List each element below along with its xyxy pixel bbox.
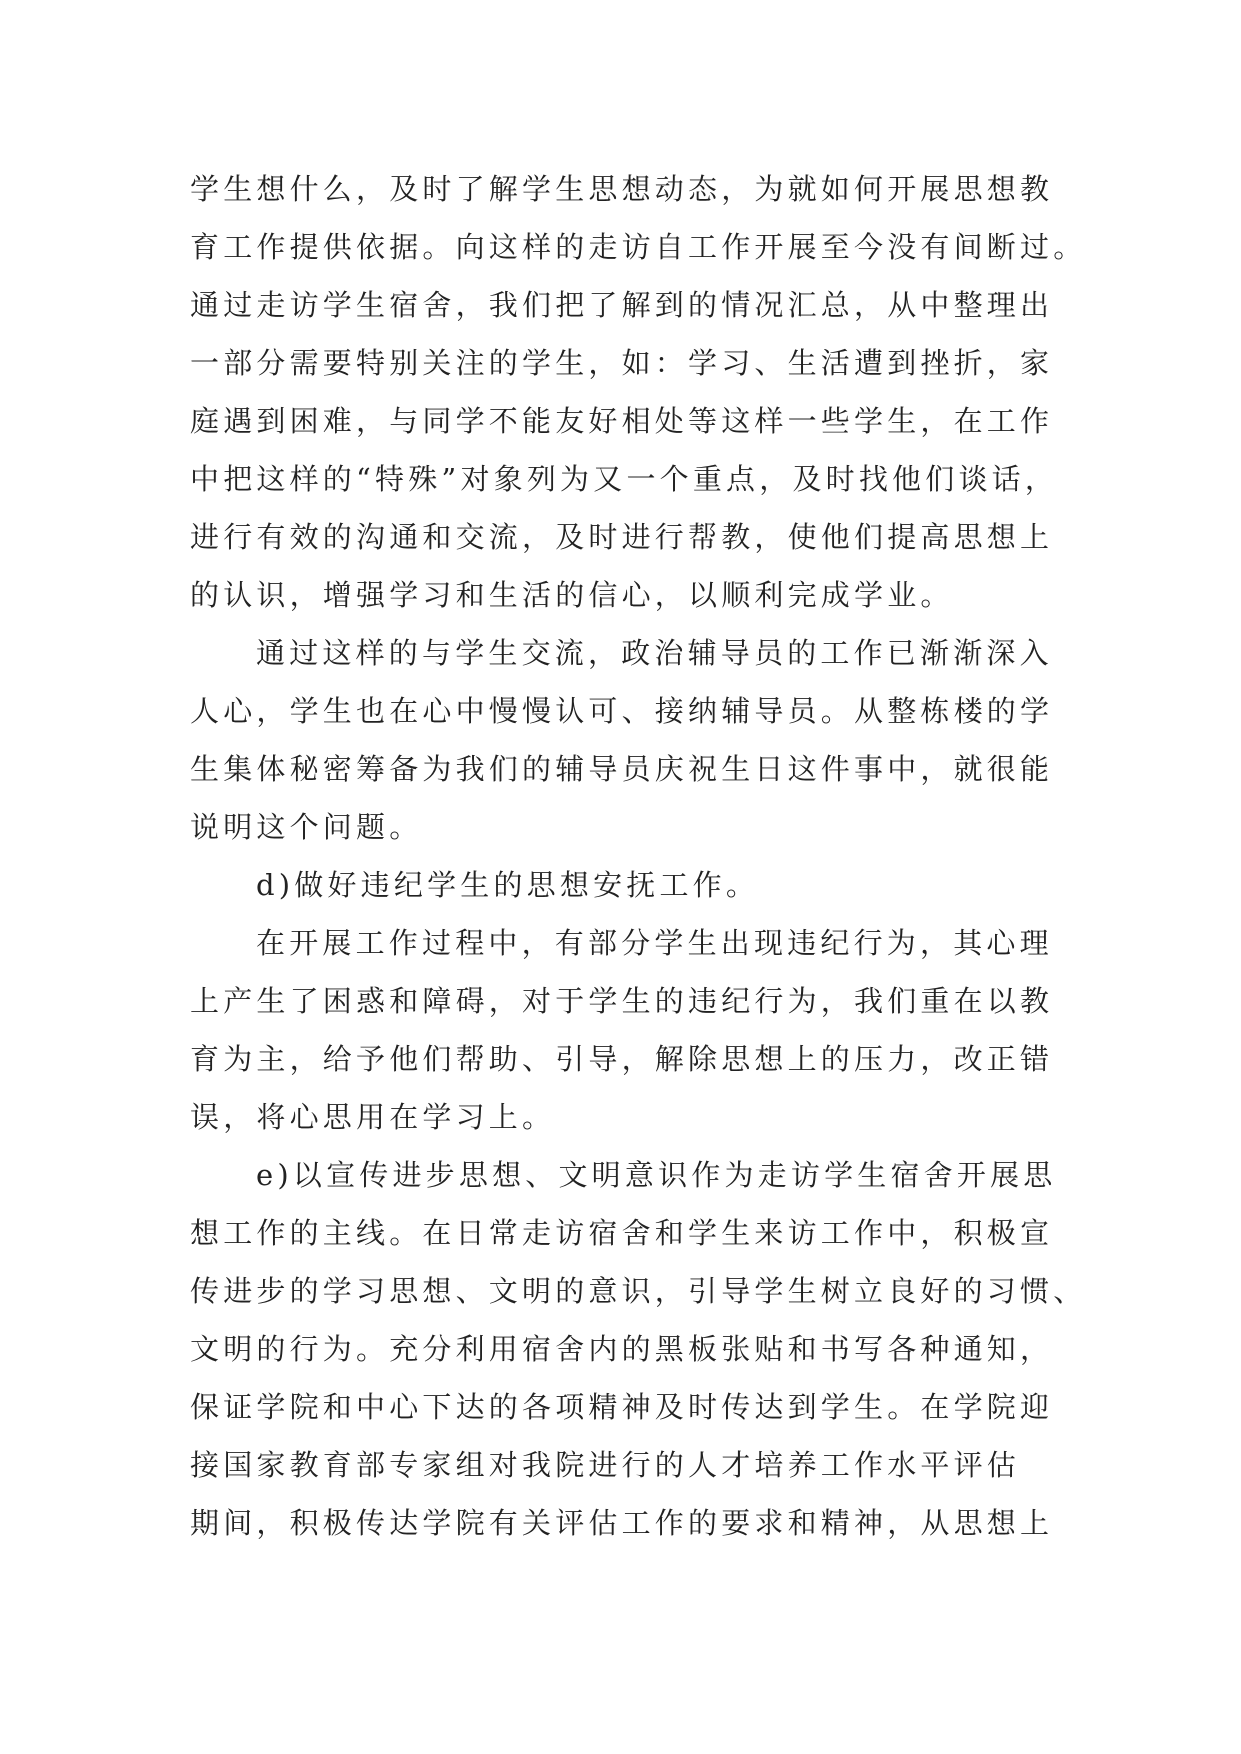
text-line: 通过走访学生宿舍，我们把了解到的情况汇总，从中整理出: [190, 288, 1054, 322]
text-line: 中把这样的“特殊”对象列为又一个重点，及时找他们谈话，: [190, 462, 1059, 496]
text-line: 文明的行为。充分利用宿舍内的黑板张贴和书写各种通知，: [190, 1332, 1054, 1366]
body-text: [190, 160, 1090, 1552]
text-line: 在开展工作过程中，有部分学生出现违纪行为，其心理: [256, 926, 1053, 960]
text-line: 上产生了困惑和障碍，对于学生的违纪行为，我们重在以教: [190, 984, 1054, 1018]
text-line: 的认识，增强学习和生活的信心，以顺利完成学业。: [190, 578, 954, 612]
text-line: 期间，积极传达学院有关评估工作的要求和精神，从思想上: [190, 1506, 1054, 1540]
text-line: 一部分需要特别关注的学生，如：学习、生活遭到挫折，家: [190, 346, 1054, 380]
text-line: 想工作的主线。在日常走访宿舍和学生来访工作中，积极宣: [190, 1216, 1054, 1250]
text-line: 庭遇到困难，与同学不能友好相处等这样一些学生，在工作: [190, 404, 1054, 438]
text-line: 接国家教育部专家组对我院进行的人才培养工作水平评估: [190, 1448, 1021, 1482]
text-line: 通过这样的与学生交流，政治辅导员的工作已渐渐深入: [256, 636, 1053, 670]
text-line: 育工作提供依据。向这样的走访自工作开展至今没有间断过。: [190, 230, 1087, 264]
text-line: 进行有效的沟通和交流，及时进行帮教，使他们提高思想上: [190, 520, 1054, 554]
text-line: 误，将心思用在学习上。: [190, 1100, 556, 1134]
text-line: d)做好违纪学生的思想安抚工作。: [256, 868, 760, 902]
text-line: 说明这个问题。: [190, 810, 423, 844]
text-line: 学生想什么，及时了解学生思想动态，为就如何开展思想教: [190, 172, 1054, 206]
text-line: 育为主，给予他们帮助、引导，解除思想上的压力，改正错: [190, 1042, 1054, 1076]
text-line: e)以宣传进步思想、文明意识作为走访学生宿舍开展思: [256, 1158, 1057, 1192]
text-line: 保证学院和中心下达的各项精神及时传达到学生。在学院迎: [190, 1390, 1054, 1424]
text-line: 人心，学生也在心中慢慢认可、接纳辅导员。从整栋楼的学: [190, 694, 1054, 728]
text-line: 生集体秘密筹备为我们的辅导员庆祝生日这件事中，就很能: [190, 752, 1054, 786]
text-line: 传进步的学习思想、文明的意识，引导学生树立良好的习惯、: [190, 1274, 1087, 1308]
